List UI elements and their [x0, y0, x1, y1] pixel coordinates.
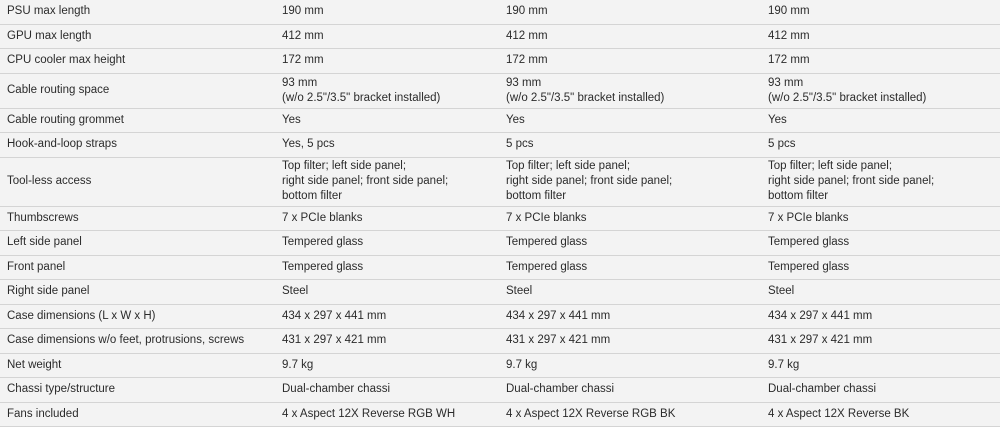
value-line: (w/o 2.5"/3.5" bracket installed) [768, 91, 994, 106]
value-cell [276, 403, 500, 427]
value-line: 190 mm [506, 4, 756, 19]
value-cell [500, 378, 762, 402]
value-line: 412 mm [282, 29, 494, 44]
value-cell [500, 25, 762, 49]
row-label: CPU cooler max height [0, 49, 276, 73]
value-line: 172 mm [282, 53, 494, 68]
value-cell [500, 158, 762, 206]
value-line: 7 x PCIe blanks [506, 211, 756, 226]
table-row [0, 378, 1000, 403]
value-line: Yes [282, 113, 494, 128]
value-cell [276, 378, 500, 402]
value-cell [276, 158, 500, 206]
value-line: bottom filter [768, 189, 994, 204]
value-line: Yes [768, 113, 994, 128]
value-line: Dual-chamber chassi [768, 382, 994, 397]
value-line: Steel [506, 284, 756, 299]
value-cell [762, 133, 1000, 157]
value-line: 190 mm [768, 4, 994, 19]
value-cell [500, 207, 762, 231]
value-cell [762, 329, 1000, 353]
value-cell [276, 25, 500, 49]
value-line: 172 mm [506, 53, 756, 68]
value-line: right side panel; front side panel; [768, 174, 994, 189]
value-cell [762, 403, 1000, 427]
table-row [0, 329, 1000, 354]
value-cell [500, 354, 762, 378]
table-row [0, 354, 1000, 379]
value-line: 434 x 297 x 441 mm [506, 309, 756, 324]
row-label: Hook-and-loop straps [0, 133, 276, 157]
value-line: 412 mm [768, 29, 994, 44]
value-line: 5 pcs [768, 137, 994, 152]
value-line: Steel [768, 284, 994, 299]
row-label: Case dimensions (L x W x H) [0, 305, 276, 329]
value-line: 93 mm [768, 76, 994, 91]
value-cell [762, 74, 1000, 108]
table-row [0, 25, 1000, 50]
value-line: 9.7 kg [282, 358, 494, 373]
table-row [0, 0, 1000, 25]
row-label: Case dimensions w/o feet, protrusions, screws [0, 329, 276, 353]
table-row [0, 231, 1000, 256]
value-cell [276, 354, 500, 378]
value-cell [762, 25, 1000, 49]
value-cell [500, 109, 762, 133]
row-label: Cable routing grommet [0, 109, 276, 133]
value-line: bottom filter [506, 189, 756, 204]
value-line: 4 x Aspect 12X Reverse RGB BK [506, 407, 756, 422]
value-cell [500, 403, 762, 427]
value-line: right side panel; front side panel; [282, 174, 494, 189]
value-cell [762, 280, 1000, 304]
row-label: Tool-less access [0, 158, 276, 206]
value-cell [762, 354, 1000, 378]
value-cell [500, 329, 762, 353]
value-cell [762, 49, 1000, 73]
value-cell [762, 158, 1000, 206]
value-line: 7 x PCIe blanks [282, 211, 494, 226]
value-cell [762, 231, 1000, 255]
value-line: Tempered glass [768, 260, 994, 275]
value-line: Dual-chamber chassi [282, 382, 494, 397]
value-line: Tempered glass [282, 235, 494, 250]
row-label: PSU max length [0, 0, 276, 24]
value-line: 434 x 297 x 441 mm [768, 309, 994, 324]
value-cell [276, 207, 500, 231]
value-cell [762, 256, 1000, 280]
value-line: 5 pcs [506, 137, 756, 152]
value-cell [500, 0, 762, 24]
value-cell [762, 109, 1000, 133]
value-line: 9.7 kg [506, 358, 756, 373]
value-cell [276, 329, 500, 353]
value-cell [276, 109, 500, 133]
value-line: 190 mm [282, 4, 494, 19]
value-cell [276, 256, 500, 280]
value-line: 9.7 kg [768, 358, 994, 373]
value-cell [500, 49, 762, 73]
value-line: (w/o 2.5"/3.5" bracket installed) [506, 91, 756, 106]
value-line: Top filter; left side panel; [282, 159, 494, 174]
value-line: 412 mm [506, 29, 756, 44]
value-line: bottom filter [282, 189, 494, 204]
value-line: Tempered glass [282, 260, 494, 275]
value-cell [762, 0, 1000, 24]
table-row [0, 403, 1000, 427]
value-line: (w/o 2.5"/3.5" bracket installed) [282, 91, 494, 106]
value-line: 431 x 297 x 421 mm [768, 333, 994, 348]
value-line: Steel [282, 284, 494, 299]
value-line: 4 x Aspect 12X Reverse BK [768, 407, 994, 422]
table-row [0, 49, 1000, 74]
value-line: Tempered glass [506, 260, 756, 275]
value-cell [276, 231, 500, 255]
value-cell [500, 256, 762, 280]
value-line: 4 x Aspect 12X Reverse RGB WH [282, 407, 494, 422]
table-row [0, 158, 1000, 207]
table-row [0, 305, 1000, 330]
row-label: Cable routing space [0, 74, 276, 108]
value-line: 431 x 297 x 421 mm [506, 333, 756, 348]
table-row [0, 133, 1000, 158]
value-cell [500, 231, 762, 255]
value-cell [762, 305, 1000, 329]
table-row [0, 256, 1000, 281]
value-line: Tempered glass [768, 235, 994, 250]
value-line: right side panel; front side panel; [506, 174, 756, 189]
table-row [0, 207, 1000, 232]
value-cell [276, 0, 500, 24]
value-cell [762, 378, 1000, 402]
value-cell [276, 74, 500, 108]
row-label: GPU max length [0, 25, 276, 49]
value-cell [762, 207, 1000, 231]
value-cell [276, 305, 500, 329]
row-label: Right side panel [0, 280, 276, 304]
value-line: 93 mm [506, 76, 756, 91]
row-label: Thumbscrews [0, 207, 276, 231]
value-line: Top filter; left side panel; [768, 159, 994, 174]
value-line: 93 mm [282, 76, 494, 91]
value-cell [276, 49, 500, 73]
row-label: Left side panel [0, 231, 276, 255]
table-row [0, 109, 1000, 134]
value-cell [500, 133, 762, 157]
value-line: Yes [506, 113, 756, 128]
table-row [0, 74, 1000, 109]
value-line: Yes, 5 pcs [282, 137, 494, 152]
row-label: Chassi type/structure [0, 378, 276, 402]
value-line: Dual-chamber chassi [506, 382, 756, 397]
row-label: Front panel [0, 256, 276, 280]
value-line: Tempered glass [506, 235, 756, 250]
table-row [0, 280, 1000, 305]
row-label: Fans included [0, 403, 276, 427]
value-cell [276, 280, 500, 304]
value-cell [500, 280, 762, 304]
value-cell [500, 305, 762, 329]
value-cell [276, 133, 500, 157]
row-label: Net weight [0, 354, 276, 378]
value-cell [500, 74, 762, 108]
value-line: 431 x 297 x 421 mm [282, 333, 494, 348]
value-line: 434 x 297 x 441 mm [282, 309, 494, 324]
value-line: 172 mm [768, 53, 994, 68]
value-line: Top filter; left side panel; [506, 159, 756, 174]
value-line: 7 x PCIe blanks [768, 211, 994, 226]
